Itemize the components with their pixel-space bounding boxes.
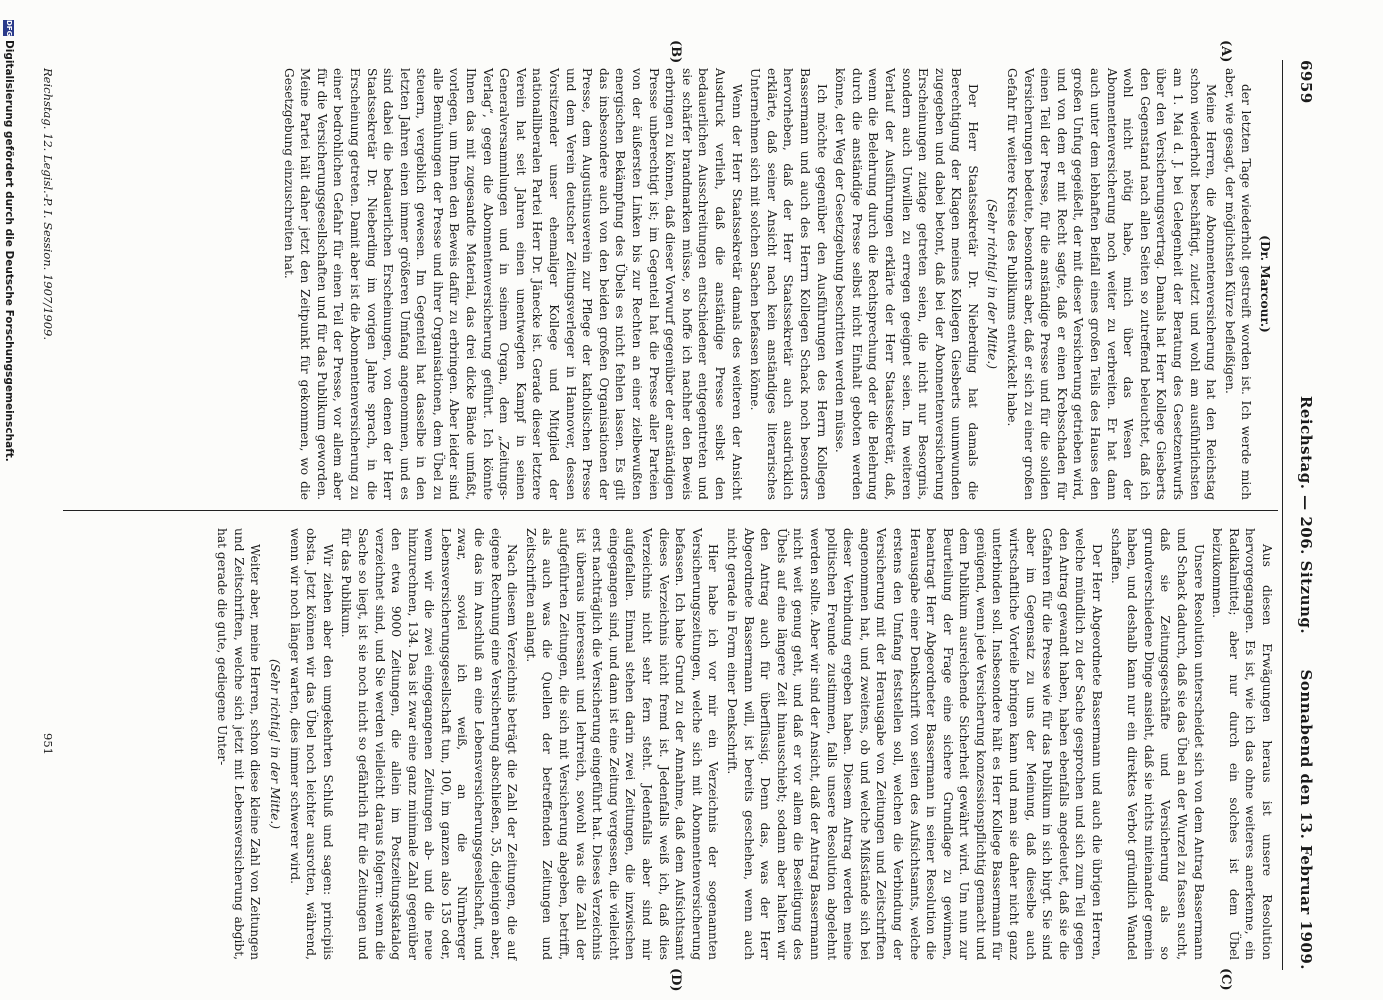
paragraph: der letzten Tage wiederholt gestreift worden ist. Ich werde mich aber, wie gesagt, der möglichsten Kürze befleißigen. [1222, 68, 1254, 500]
footer-citation: Reichstag. 12. Legisl.-P. I. Session. 1907/1909. [41, 68, 55, 341]
paragraph: Nach diesem Verzeichnis beträgt die Zahl der Zeitungen, die auf eigene Rechnung eine Versicherung abschließen, 35, diejenigen aber, die das im Anschluß an eine Lebensversicherungsgesellschaft, und zwar, soviel ich weiß, an die Nürnberger Lebensversicherungsgesellschaft tun, 100, im ganzen also 135 oder, wenn wir die zwei eingegangenen Zeitungen ab- und die neue hinzurechnen, 134. Das ist zwar eine ganz minimale Zahl gegenüber den etwa 9000 Zeitungen, die allein im Postzeitungskatalog verzeichnet sind, und Sie werden vielleicht daraus folgern: wenn die Sache so liegt, ist sie noch nicht so gefährlich für die Zeitungen und für das Publikum. [339, 528, 520, 960]
paragraph: Der Herr Abgeordnete Bassermann und auch die übrigen Herren, welche mündlich zu der Sache gesprochen und sich zum Teil gegen den Antrag gewandt haben, haben ebenfalls angedeutet, daß sie die Gefahren für die Presse wie für das Publikum in sich birgt. Sie sind aber im Gegensatz zu uns der Meinung, daß dieselbe auch wirtschaftliche Vorteile bringen kann und man sie daher nicht ganz unterbinden soll. Insbesondere hält es Herr Kollege Bassermann für genügend, wenn jede Versicherung konzessionspflichtig gemacht und dem Publikum ausreichende Sicherheit gewährt wird. Um nun zur Beurteilung der Frage eine sichere Grundlage zu gewinnen, beantragt Herr Abgeordneter Bassermann in seiner Resolution die Herausgabe einer Denkschrift von seiten des Aufsichtsamts, welche erstens den Umfang feststellen soll, welchen die Verbindung der Versicherung mit der Herausgabe von Zeitungen und Zeitschriften angenommen hat, und zweitens, ob und welche Mißstände sich bei dieser Verbindung ergeben haben. Diesem Antrag werden meine politischen Freunde zustimmen, falls unsere Resolution abgelehnt werden sollte. Aber wir sind der Ansicht, daß der Antrag Bassermann nicht weit genug geht, und daß er vor allem die Beseitigung des Übels auf eine längere Zeit hinausschiebt; sodann aber halten wir den Antrag auch für überflüssig. Denn das, was der Herr Abgeordnete Bassermann will, ist bereits geschehen, wenn auch nicht gerade in Form einer Denkschrift. [725, 528, 1105, 960]
paragraph: Unsere Resolution unterscheidet sich von dem Antrag Bassermann und Schack dadurch, daß sie das Übel an der Wurzel zu fassen sucht, daß sie Zeitungsgeschäfte und Versicherung als so grundverschiedene Dinge ansieht, daß sie nichts miteinander gemein haben, und deshalb kann nur ein direktes Verbot gründlich Wandel schaffen. [1108, 528, 1206, 960]
page-header [1283, 60, 1323, 970]
margin-marker-c: (C) [1218, 968, 1233, 991]
speaker-label: (Dr. Marcour.) [1258, 235, 1272, 333]
paragraph: Wir ziehen aber den umgekehrten Schluß und sagen: principiis obsta. Jetzt können wir das Übel noch leichter ausrotten, während, wenn wir noch länger warten, dies immer schwerer wird. [287, 528, 335, 960]
margin-marker-a: (A) [1218, 40, 1233, 63]
paragraph: Hier habe ich vor mir ein Verzeichnis der sogenannten Versicherungszeitungen, welche sich mit Abonnentenversicherung befassen. Ich habe Grund zu der Annahme, daß dem Aufsichtsamt dieses Verzeichnis nicht fremd ist. Jedenfalls weiß ich, daß dies Verzeichnis nicht sehr fern steht. Jedenfalls aber sind mir aufgefallen. Einmal stehen darin zwei Zeitungen, die inzwischen eingegangen sind, und dann ist eine Zeitung vergessen, die vielleicht erst nachträglich die Versicherung eingeführt hat. Dieses Verzeichnis ist überaus interessant und lehrreich, sowohl was die Zahl der aufgeführten Zeitungen, die sich mit Versicherung abgeben, betrifft, als auch was die Quellen der betreffenden Zeitungen und Zeitschriften anlangt. [523, 528, 721, 960]
page-number: 6959 [1297, 60, 1315, 104]
header-rule [1282, 60, 1283, 970]
column-divider [63, 510, 1278, 511]
right-column [212, 528, 1275, 960]
footer-sheet-number: 951 [41, 733, 55, 755]
session-title: Reichstag. — 206. Sitzung. [1297, 395, 1315, 635]
paragraph: Meine Herren, die Abonnentenversicherung hat den Reichstag schon wiederholt beschäftigt, zuletzt und wohl am ausführlichsten am 1. Mai d. J. bei Gelegenheit der Beratung des Gesetzentwurfs über den Versicherungsvertrag. Damals hat Herr Kollege Giesberts den Gegenstand nach allen Seiten so zutreffend beleuchtet, daß ich wohl nicht nötig habe, mich über das Wesen der Abonnentenversicherung noch weiter zu verbreiten. Er hat dann auch unter dem lebhaften Beifall eines großen Teils des Hauses den großen Unfug gegeißelt, der mit dieser Versicherung getrieben wird, und von dem er mit Recht sagte, daß er einen Krebsschaden für einen Teil der Presse, für die anständige Presse und für die soliden Versicherungen bedeute, besonders aber, daß er sich zu einer großen Gefahr für weitere Kreise des Publikums entwickelt habe. [1005, 68, 1219, 500]
digitization-note [3, 20, 15, 980]
dfg-logo-icon: DFG [5, 20, 14, 37]
left-column [278, 68, 1275, 500]
margin-marker-b: (B) [668, 40, 683, 64]
session-date: Sonnabend den 13. Februar 1909. [1297, 669, 1315, 970]
paragraph: Weiter aber, meine Herren, schon diese kleine Zahl von Zeitungen und Zeitschriften, welche sich jetzt mit Lebensversicherung abgibt, hat gerade die gute, gediegene Unter- [215, 528, 263, 960]
interjection: (Sehr richtig! in der Mitte.) [985, 199, 1000, 369]
paragraph: Wenn der Herr Staatssekretär damals des weiteren der Ansicht Ausdruck verlieh, daß die anständige Presse selbst den bedauerlichen Ausschreitungen entschiedener entgegentreten und sie schärfer brandmarken müsse, so hoffe ich nachher den Beweis erbringen zu können, daß dieser Vorwurf gegenüber der anständigen Presse unberechtigt ist; im Gegenteil hat die Presse aller Parteien von der äußersten Linken bis zur Rechten an einer zielbewußten energischen Bekämpfung des Übels es nicht fehlen lassen. Es gilt das insbesondere auch von den beiden großen Organisationen der Presse, dem Augustinusverein zur Pflege der katholischen Presse und dem Verein deutscher Zeitungsverleger in Hannover, dessen Vorsitzender unser ehemaliger Kollege und Mitglied der nationalliberalen Partei Herr Dr. Jänecke ist. Gerade dieser letztere Verein hat seit Jahren einen unentwegten Kampf in seinen Generalversammlungen und in seinem Organ, dem „Zeitungs-Verlag“, gegen die Abonnentenversicherung geführt. Ich könnte Ihnen das mit zugesandte Material, das drei dicke Bände umfaßt, vorlegen, um Ihnen den Beweis dafür zu erbringen. Aber leider sind alle Bemühungen der Presse und ihrer Organisationen, dem Übel zu steuern, vergeblich gewesen. Im Gegenteil hat dasselbe in den letzten Jahren einen immer größeren Umfang angenommen, und es sind dabei die bedauerlichen Erscheinungen, von denen der Herr Staatssekretär Dr. Nieberding im vorigen Jahre sprach, in die Erscheinung getreten. Damit aber ist die Abonnentenversicherung zu einer bedrohlichen Gefahr für einen Teil der Presse, vor allem aber für die Versicherungsgesellschaften und für das Publikum geworden. Meine Partei hält daher jetzt den Zeitpunkt für gekommen, wo die Gesetzgebung einzuschreiten hat. [281, 68, 744, 500]
paragraph: Ich möchte gegenüber den Ausführungen des Herrn Kollegen Bassermann und auch des Herrn Kollegen Schack noch besonders hervorheben, daß der Herr Staatssekretär auch ausdrücklich erklärte, daß seiner Ansicht nach kein anständiges literarisches Unternehmen sich mit solchen Sachen befassen könne. [748, 68, 829, 500]
margin-marker-d: (D) [668, 968, 683, 992]
interjection: (Sehr richtig! in der Mitte.) [267, 659, 282, 829]
paragraph: Aus diesen Erwägungen heraus ist unsere Resolution hervorgegangen. Es ist, wie ich das ohne weiteres anerkenne, ein Radikalmittel; aber nur durch ein solches ist dem Übel beizukommen. [1210, 528, 1274, 960]
paragraph: Der Herr Staatssekretär Dr. Nieberding hat damals die Berechtigung der Klagen meines Kollegen Giesberts unumwunden zugegeben und dabei betont, daß bei der Abonnentenversicherung Erscheinungen zutage getreten seien, die nicht nur Besorgnis, sondern auch Unwillen zu erregen geeignet seien. Im weiteren Verlauf der Ausführungen erklärte der Herr Staatssekretär, daß, wenn die Belehrung durch die Rechtsprechung oder die Belehrung durch die anständige Presse selbst nicht Einhalt geboten werden könne, der Weg der Gesetzgebung beschritten werden müsse. [833, 68, 980, 500]
digitization-text: Digitalisierung gefördert durch die Deutsche Forschungsgemeinschaft. [3, 40, 15, 462]
